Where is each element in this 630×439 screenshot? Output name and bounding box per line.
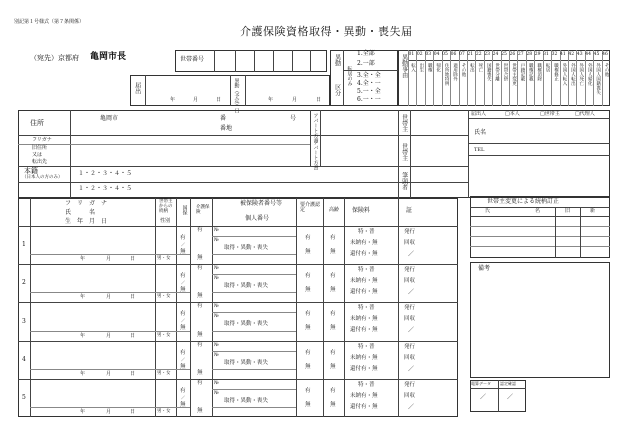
filer-self[interactable]: □本人 <box>505 111 520 117</box>
premium-unpaid[interactable]: 未納有・無 <box>350 316 378 323</box>
action-option[interactable]: 取得・異動・喪失 <box>224 321 269 328</box>
dob-day: 日 <box>130 332 136 339</box>
dob-divider <box>30 407 190 408</box>
reason-name-41: 外国人転入 <box>561 63 567 86</box>
premium-type[interactable]: 特・普 <box>358 229 375 235</box>
care-yes[interactable]: 有 <box>197 227 203 233</box>
th-elderly: 高齢 <box>329 207 340 213</box>
reason-code-41[interactable]: 41 <box>560 52 566 57</box>
hh-col-old: 旧 <box>565 208 571 214</box>
reason-name-45: 外国人国籍喪失 <box>595 63 601 95</box>
reason-name-07: その他 <box>460 63 466 77</box>
prev-hh-head: 世帯主 <box>400 143 408 161</box>
no-divider <box>212 407 296 408</box>
reason-code-28[interactable]: 28 <box>526 52 533 57</box>
th-name: 氏 名 <box>65 209 96 216</box>
address-chiban: 番地 <box>220 125 233 132</box>
option-1[interactable]: 1.全部 <box>357 50 375 57</box>
cert-slash: ／ <box>507 394 514 401</box>
reason-name-21: 転出 <box>469 63 475 72</box>
reason-name-02: 出生 <box>418 63 424 72</box>
reason-code-23[interactable]: 23 <box>484 52 490 57</box>
elderly-no[interactable]: 無 <box>330 401 336 408</box>
premium-type[interactable]: 特・普 <box>358 267 375 274</box>
prev-label-2: 又は <box>32 152 43 158</box>
elderly-yes[interactable]: 有 <box>330 235 336 241</box>
no-divider <box>212 312 296 313</box>
reason-code-03[interactable]: 03 <box>425 52 432 57</box>
address-label: 住所 <box>30 119 44 127</box>
hh-col-given: 名 <box>535 208 541 214</box>
no-mark-1: № <box>214 303 219 310</box>
reason-code-44[interactable]: 44 <box>585 52 591 57</box>
dob-day: 日 <box>130 409 136 415</box>
reason-code-05[interactable]: 05 <box>442 52 448 57</box>
cert-no[interactable]: 無 <box>305 325 311 332</box>
row-number: 1 <box>22 241 26 249</box>
cert-collect[interactable]: 回収 <box>404 278 416 285</box>
addressee-prefix: （宛先）京都府 <box>30 54 79 62</box>
reason-code-42[interactable]: 42 <box>568 52 575 57</box>
no-mark-1: № <box>214 379 219 386</box>
reason-code-26[interactable]: 26 <box>509 52 516 57</box>
member-table <box>18 198 458 417</box>
prev-apartment: アパート方書 <box>312 140 319 170</box>
dob-year: 年 <box>80 332 86 339</box>
reason-code-22[interactable]: 22 <box>475 52 482 57</box>
option-2[interactable]: 2.一部 <box>357 60 375 67</box>
reason-name-05: 住所地特例 <box>444 63 450 86</box>
prev-furigana: フリガナ <box>32 137 52 143</box>
terminal-data-label: 電算データ <box>471 381 491 386</box>
honseki-value-1: １・２・３・４・５ <box>78 170 133 177</box>
reason-code-46[interactable]: 46 <box>602 52 608 57</box>
cert-no[interactable]: 無 <box>305 287 311 294</box>
reason-code-45[interactable]: 45 <box>593 52 600 57</box>
no-divider <box>212 236 296 237</box>
premium-refund[interactable]: 還付有・無 <box>350 251 378 257</box>
row-divider <box>18 302 458 303</box>
reason-name-24: 世帯分離 <box>494 63 500 81</box>
national-yes[interactable]: 有 <box>180 235 186 241</box>
hh-change-table <box>470 196 610 258</box>
reason-name-28: 職権記載 <box>528 63 534 81</box>
dob-day: 日 <box>130 294 136 301</box>
category-label: 区分 <box>333 84 341 96</box>
national-dot: ／ <box>181 394 185 400</box>
filing-month: 月 <box>193 97 199 103</box>
reason-name-22: 死亡 <box>477 63 483 72</box>
hh-col-name: 氏 <box>485 208 491 214</box>
premium-unpaid[interactable]: 未納有・無 <box>350 354 378 361</box>
no-divider <box>212 254 296 255</box>
cert-issue[interactable]: 発行 <box>404 381 416 388</box>
filing-label: 届出 <box>133 82 141 94</box>
th-national: 国保 <box>181 205 188 215</box>
reason-name-06: 適用除外 <box>452 63 458 81</box>
national-dot: ／ <box>181 356 185 362</box>
cert-no[interactable]: 無 <box>305 401 311 408</box>
honseki-label: 本籍 <box>24 167 38 175</box>
dob-year: 年 <box>80 294 86 301</box>
no-divider <box>212 274 296 275</box>
dob-day: 日 <box>130 256 136 263</box>
filer-tel-label: TEL <box>474 147 485 153</box>
reason-name-03: 職権 <box>427 63 433 72</box>
reason-name-44: 外国人帰化 <box>587 63 593 86</box>
household-number-label: 世帯番号 <box>180 56 205 63</box>
cert-collect[interactable]: 回収 <box>404 240 416 246</box>
honseki-value-2: １・２・３・４・５ <box>78 185 133 192</box>
address-apartment: アパート方書 <box>312 113 319 143</box>
row-divider <box>18 379 458 380</box>
national-yes[interactable]: 有 <box>180 311 186 318</box>
change-label: 異動 <box>333 54 341 66</box>
no-mark-1: № <box>214 227 219 233</box>
care-no[interactable]: 無 <box>197 255 203 262</box>
th-dob: 生 年 月 日 <box>65 218 108 225</box>
table-line <box>212 198 213 417</box>
th-care-ins: 介護保険 <box>196 205 210 215</box>
row-divider <box>18 264 458 265</box>
reason-label: 異動事由 <box>400 54 408 78</box>
cert-issue[interactable]: 発行 <box>404 229 416 235</box>
table-line <box>18 226 458 227</box>
row-number: 4 <box>22 355 26 363</box>
table-line <box>296 198 297 417</box>
care-no[interactable]: 無 <box>197 408 203 414</box>
national-no[interactable]: 無 <box>180 363 186 370</box>
premium-refund[interactable]: 還付有・無 <box>350 403 378 410</box>
dob-year: 年 <box>80 409 86 415</box>
no-mark-1: № <box>214 265 219 272</box>
premium-refund[interactable]: 還付有・無 <box>350 327 378 334</box>
cert-no[interactable]: 無 <box>305 249 311 255</box>
cert-collect[interactable]: 回収 <box>404 354 416 361</box>
elderly-yes[interactable]: 有 <box>330 273 336 280</box>
filer-hh-head[interactable]: □世帯主 <box>540 111 560 117</box>
filing-year: 年 <box>170 97 176 103</box>
option-6[interactable]: 6.一・一 <box>357 96 381 103</box>
th-individual-number: 個人番号 <box>245 215 270 222</box>
no-mark-2: № <box>214 389 219 396</box>
table-line <box>344 198 345 417</box>
cert-yes[interactable]: 有 <box>305 273 311 280</box>
cert-yes[interactable]: 有 <box>305 349 311 356</box>
elderly-yes[interactable]: 有 <box>330 349 336 356</box>
no-mark-1: № <box>214 341 219 348</box>
reason-name-04: 帰化 <box>435 63 441 72</box>
th-care-cert: 要介護認定 <box>300 202 321 213</box>
reason-code-25[interactable]: 25 <box>501 52 507 57</box>
dob-year: 年 <box>80 256 86 263</box>
table-line <box>30 198 31 417</box>
national-no[interactable]: 無 <box>180 325 186 332</box>
th-hh-relation: 世帯主からの続柄 <box>159 199 173 214</box>
reason-name-26: 世帯主変更 <box>511 63 517 86</box>
option-3[interactable]: 3.全・全 <box>357 72 381 79</box>
reason-code-29[interactable]: 29 <box>534 52 541 57</box>
reason-name-32: 職権修正 <box>553 63 559 81</box>
national-dot: ／ <box>181 280 185 286</box>
reason-name-25: 世帯合併 <box>503 63 509 81</box>
premium-type[interactable]: 特・普 <box>358 343 375 350</box>
national-yes[interactable]: 有 <box>180 349 186 356</box>
addressee-mayor: 亀岡市長 <box>90 52 127 62</box>
no-divider <box>212 331 296 332</box>
care-yes[interactable]: 有 <box>197 341 203 348</box>
table-line <box>323 198 324 417</box>
transfer-only: 転居のみ <box>346 66 353 86</box>
honseki-hh-head: 筆頭者 <box>400 172 408 190</box>
row-number: 2 <box>22 279 26 287</box>
th-furigana: フ リ ガ ナ <box>65 200 108 207</box>
elderly-no[interactable]: 無 <box>330 287 336 294</box>
terminal-slash: ／ <box>480 394 487 401</box>
change-date-label: 異動（予定）日 <box>233 78 240 113</box>
hh-col-new: 新 <box>590 208 596 214</box>
national-no[interactable]: 無 <box>180 401 186 408</box>
reason-name-01: 転入 <box>410 63 416 72</box>
prev-label-3: 転出先 <box>32 159 48 165</box>
reason-code-01[interactable]: 01 <box>408 52 415 57</box>
address-hh-head: 世帯主 <box>400 114 408 132</box>
premium-unpaid[interactable]: 未納有・無 <box>350 278 378 285</box>
cert-slash: ／ <box>408 251 415 258</box>
care-no[interactable]: 無 <box>197 293 203 300</box>
premium-unpaid[interactable]: 未納有・無 <box>350 392 378 399</box>
hh-change-title: 世帯主変更による続柄訂正 <box>487 198 560 205</box>
cert-yes[interactable]: 有 <box>305 235 311 241</box>
form-id: 別記第１号様式（第７条関係） <box>14 19 85 25</box>
th-premium: 保険料 <box>352 207 371 214</box>
reason-name-29: 職権消除 <box>536 63 542 81</box>
no-mark-2: № <box>214 313 219 320</box>
dob-month: 月 <box>106 370 112 377</box>
address-city: 亀岡市 <box>100 115 119 122</box>
no-mark-2: № <box>214 275 219 282</box>
reason-name-31: 転居 <box>545 63 551 72</box>
premium-refund[interactable]: 還付有・無 <box>350 365 378 372</box>
premium-type[interactable]: 特・普 <box>358 381 375 388</box>
no-mark-2: № <box>214 237 219 243</box>
dob-day: 日 <box>130 370 136 377</box>
filing-day: 日 <box>216 97 222 103</box>
th-gender: 性別 <box>160 218 171 224</box>
dob-month: 月 <box>106 409 112 415</box>
prev-label-1: 旧住所 <box>32 145 48 151</box>
care-yes[interactable]: 有 <box>197 303 203 310</box>
table-line <box>155 198 156 417</box>
elderly-no[interactable]: 無 <box>330 325 336 332</box>
action-option[interactable]: 取得・異動・喪失 <box>224 397 269 404</box>
table-line <box>190 198 191 417</box>
dob-year: 年 <box>80 370 86 377</box>
reason-code-24[interactable]: 24 <box>492 52 499 57</box>
change-year: 年 <box>268 97 274 103</box>
cert-yes[interactable]: 有 <box>305 311 311 318</box>
reason-code-31[interactable]: 31 <box>543 52 549 57</box>
change-month: 月 <box>292 97 298 103</box>
row-number: 3 <box>22 317 26 325</box>
reason-name-42: 外国人転出 <box>570 63 576 86</box>
filer-label: 届出人 <box>471 111 487 117</box>
gender-option[interactable]: 男・女 <box>157 370 171 376</box>
premium-refund[interactable]: 還付有・無 <box>350 289 378 296</box>
action-option[interactable]: 取得・異動・喪失 <box>224 283 269 290</box>
reason-name-23: 国籍喪失 <box>486 63 492 81</box>
national-yes[interactable]: 有 <box>180 273 186 280</box>
premium-type[interactable]: 特・普 <box>358 305 375 312</box>
no-divider <box>212 351 296 352</box>
dob-divider <box>30 331 190 332</box>
care-yes[interactable]: 有 <box>197 265 203 272</box>
th-ins-number: 被保険者番号等 <box>240 200 283 207</box>
address-ban: 番 <box>220 115 227 122</box>
cert-no[interactable]: 無 <box>305 363 311 370</box>
national-yes[interactable]: 有 <box>180 387 186 394</box>
no-divider <box>212 369 296 370</box>
cert-collect[interactable]: 回収 <box>404 316 416 323</box>
dob-month: 月 <box>106 294 112 301</box>
page-title: 介護保険資格取得・異動・喪失届 <box>240 25 413 38</box>
reason-code-43[interactable]: 43 <box>576 52 583 57</box>
reason-name-46: その他 <box>604 63 610 77</box>
change-day: 日 <box>316 97 322 103</box>
gender-option[interactable]: 男・女 <box>157 332 171 338</box>
cert-issue[interactable]: 発行 <box>404 305 416 312</box>
no-mark-2: № <box>214 351 219 358</box>
national-dot: ／ <box>181 318 185 324</box>
action-option[interactable]: 取得・異動・喪失 <box>224 245 269 251</box>
national-dot: ／ <box>181 242 185 247</box>
no-divider <box>212 389 296 390</box>
reason-name-27: 戸籍記載 <box>519 63 525 81</box>
care-no[interactable]: 無 <box>197 331 203 338</box>
elderly-yes[interactable]: 有 <box>330 311 336 318</box>
address-go: 号 <box>290 115 297 122</box>
cert-issue[interactable]: 発行 <box>404 343 416 350</box>
cert-collect[interactable]: 回収 <box>404 392 416 399</box>
dob-divider <box>30 369 190 370</box>
reason-code-04[interactable]: 04 <box>433 52 440 57</box>
elderly-yes[interactable]: 有 <box>330 387 336 394</box>
table-line <box>398 198 399 417</box>
cert-slash: ／ <box>408 403 415 411</box>
gender-option[interactable]: 男・女 <box>157 294 171 300</box>
elderly-no[interactable]: 無 <box>330 249 336 255</box>
remarks-label: 備考 <box>478 265 491 272</box>
remarks-box[interactable] <box>470 262 610 378</box>
table-line <box>176 198 177 417</box>
national-no[interactable]: 無 <box>180 287 186 294</box>
th-certificate: 証 <box>406 207 413 214</box>
care-yes[interactable]: 有 <box>197 379 203 386</box>
option-5[interactable]: 5.一・全 <box>357 88 381 95</box>
reason-code-06[interactable]: 06 <box>450 52 457 57</box>
premium-unpaid[interactable]: 未納有・無 <box>350 240 378 246</box>
dob-month: 月 <box>106 332 112 339</box>
cert-slash: ／ <box>408 327 415 335</box>
gender-option[interactable]: 男・女 <box>157 409 171 414</box>
cert-confirm-label: 認定確認 <box>500 381 516 386</box>
reason-code-27[interactable]: 27 <box>517 52 524 57</box>
reason-name-43: 外国人死亡 <box>578 63 584 86</box>
action-option[interactable]: 取得・異動・喪失 <box>224 359 269 366</box>
elderly-no[interactable]: 無 <box>330 363 336 370</box>
row-divider <box>18 341 458 342</box>
honseki-sub: （日本人の方のみ） <box>22 175 63 180</box>
reason-code-02[interactable]: 02 <box>416 52 423 57</box>
dob-month: 月 <box>106 256 112 263</box>
cert-slash: ／ <box>408 365 415 373</box>
row-number: 5 <box>22 393 26 401</box>
reason-code-32[interactable]: 32 <box>551 52 558 57</box>
reason-code-07[interactable]: 07 <box>459 52 465 57</box>
filer-agent[interactable]: □代理人 <box>575 111 595 117</box>
no-divider <box>212 292 296 293</box>
reason-code-21[interactable]: 21 <box>467 52 474 57</box>
cert-yes[interactable]: 有 <box>305 387 311 394</box>
national-no[interactable]: 無 <box>180 249 186 255</box>
gender-option[interactable]: 男・女 <box>157 256 171 262</box>
cert-slash: ／ <box>408 289 415 297</box>
cert-issue[interactable]: 発行 <box>404 267 416 274</box>
filer-name-label: 氏名 <box>474 129 487 136</box>
care-no[interactable]: 無 <box>197 369 203 376</box>
option-4[interactable]: 4.全・一 <box>357 80 381 87</box>
